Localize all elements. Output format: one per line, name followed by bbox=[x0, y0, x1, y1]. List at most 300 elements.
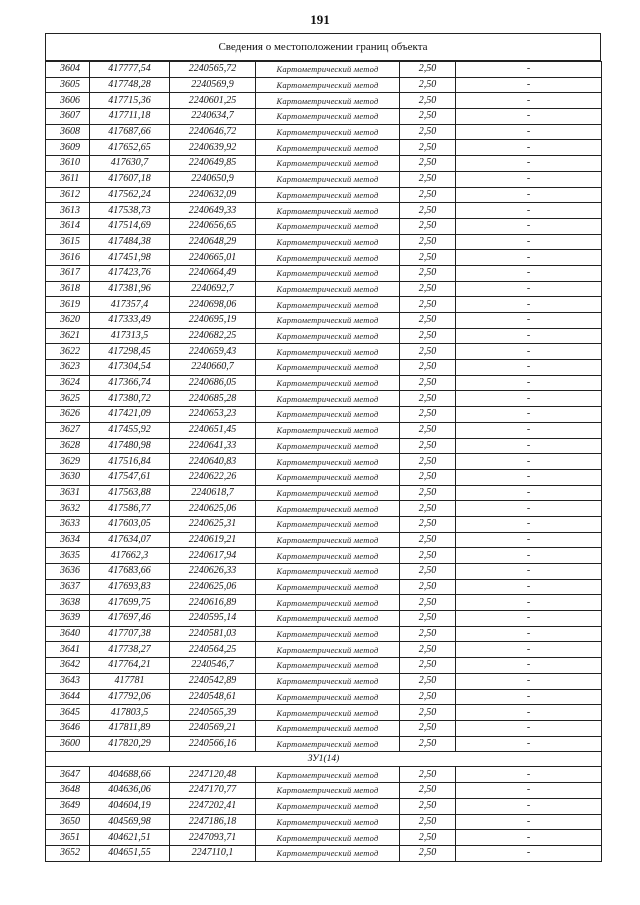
accuracy-cell: 2,50 bbox=[400, 611, 456, 627]
accuracy-cell: 2,50 bbox=[400, 736, 456, 752]
accuracy-cell: 2,50 bbox=[400, 407, 456, 423]
y-coordinate-cell: 2240619,21 bbox=[170, 532, 256, 548]
method-cell: Картометрический метод bbox=[256, 407, 400, 423]
point-id-cell: 3646 bbox=[46, 720, 90, 736]
table-row bbox=[46, 375, 602, 391]
accuracy-cell: 2,50 bbox=[400, 845, 456, 861]
table-row bbox=[46, 720, 602, 736]
table-row bbox=[46, 171, 602, 187]
note-cell: - bbox=[456, 830, 602, 846]
table-row bbox=[46, 689, 602, 705]
note-cell: - bbox=[456, 705, 602, 721]
table-row bbox=[46, 77, 602, 93]
method-cell: Картометрический метод bbox=[256, 109, 400, 125]
method-cell: Картометрический метод bbox=[256, 516, 400, 532]
table-row bbox=[46, 658, 602, 674]
x-coordinate-cell: 417634,07 bbox=[90, 532, 170, 548]
table-row bbox=[46, 579, 602, 595]
point-id-cell: 3626 bbox=[46, 407, 90, 423]
note-cell: - bbox=[456, 360, 602, 376]
point-id-cell: 3607 bbox=[46, 109, 90, 125]
method-cell: Картометрический метод bbox=[256, 611, 400, 627]
point-id-cell: 3648 bbox=[46, 783, 90, 799]
x-coordinate-cell: 417381,96 bbox=[90, 281, 170, 297]
method-cell: Картометрический метод bbox=[256, 375, 400, 391]
method-cell: Картометрический метод bbox=[256, 579, 400, 595]
note-cell: - bbox=[456, 736, 602, 752]
point-id-cell: 3608 bbox=[46, 124, 90, 140]
x-coordinate-cell: 417707,38 bbox=[90, 626, 170, 642]
method-cell: Картометрический метод bbox=[256, 767, 400, 783]
accuracy-cell: 2,50 bbox=[400, 203, 456, 219]
y-coordinate-cell: 2240649,33 bbox=[170, 203, 256, 219]
x-coordinate-cell: 417764,21 bbox=[90, 658, 170, 674]
x-coordinate-cell: 417748,28 bbox=[90, 77, 170, 93]
note-cell: - bbox=[456, 626, 602, 642]
accuracy-cell: 2,50 bbox=[400, 124, 456, 140]
x-coordinate-cell: 417820,29 bbox=[90, 736, 170, 752]
table-row bbox=[46, 845, 602, 861]
method-cell: Картометрический метод bbox=[256, 281, 400, 297]
y-coordinate-cell: 2247186,18 bbox=[170, 814, 256, 830]
method-cell: Картометрический метод bbox=[256, 548, 400, 564]
y-coordinate-cell: 2240639,92 bbox=[170, 140, 256, 156]
accuracy-cell: 2,50 bbox=[400, 391, 456, 407]
note-cell: - bbox=[456, 297, 602, 313]
table-row bbox=[46, 501, 602, 517]
point-id-cell: 3625 bbox=[46, 391, 90, 407]
table-row bbox=[46, 548, 602, 564]
note-cell: - bbox=[456, 265, 602, 281]
accuracy-cell: 2,50 bbox=[400, 767, 456, 783]
section-row-group bbox=[46, 752, 602, 767]
x-coordinate-cell: 417603,05 bbox=[90, 516, 170, 532]
y-coordinate-cell: 2240656,65 bbox=[170, 218, 256, 234]
x-coordinate-cell: 417380,72 bbox=[90, 391, 170, 407]
point-id-cell: 3621 bbox=[46, 328, 90, 344]
note-cell: - bbox=[456, 77, 602, 93]
x-coordinate-cell: 417792,06 bbox=[90, 689, 170, 705]
x-coordinate-cell: 404688,66 bbox=[90, 767, 170, 783]
accuracy-cell: 2,50 bbox=[400, 438, 456, 454]
point-id-cell: 3643 bbox=[46, 673, 90, 689]
y-coordinate-cell: 2240625,06 bbox=[170, 579, 256, 595]
table-row bbox=[46, 673, 602, 689]
point-id-cell: 3639 bbox=[46, 611, 90, 627]
table-row bbox=[46, 360, 602, 376]
point-id-cell: 3652 bbox=[46, 845, 90, 861]
method-cell: Картометрический метод bbox=[256, 313, 400, 329]
accuracy-cell: 2,50 bbox=[400, 689, 456, 705]
x-coordinate-cell: 417781 bbox=[90, 673, 170, 689]
method-cell: Картометрический метод bbox=[256, 564, 400, 580]
note-cell: - bbox=[456, 328, 602, 344]
note-cell: - bbox=[456, 673, 602, 689]
method-cell: Картометрический метод bbox=[256, 485, 400, 501]
x-coordinate-cell: 404651,55 bbox=[90, 845, 170, 861]
x-coordinate-cell: 404604,19 bbox=[90, 798, 170, 814]
point-id-cell: 3636 bbox=[46, 564, 90, 580]
method-cell: Картометрический метод bbox=[256, 187, 400, 203]
method-cell: Картометрический метод bbox=[256, 203, 400, 219]
point-id-cell: 3605 bbox=[46, 77, 90, 93]
y-coordinate-cell: 2240618,7 bbox=[170, 485, 256, 501]
table-row bbox=[46, 156, 602, 172]
method-cell: Картометрический метод bbox=[256, 422, 400, 438]
x-coordinate-cell: 417451,98 bbox=[90, 250, 170, 266]
table-title: Сведения о местоположении границ объекта bbox=[45, 33, 601, 61]
note-cell: - bbox=[456, 516, 602, 532]
method-cell: Картометрический метод bbox=[256, 171, 400, 187]
x-coordinate-cell: 417333,49 bbox=[90, 313, 170, 329]
y-coordinate-cell: 2240625,06 bbox=[170, 501, 256, 517]
y-coordinate-cell: 2240565,72 bbox=[170, 62, 256, 78]
note-cell: - bbox=[456, 485, 602, 501]
y-coordinate-cell: 2240649,85 bbox=[170, 156, 256, 172]
x-coordinate-cell: 417304,54 bbox=[90, 360, 170, 376]
x-coordinate-cell: 417715,36 bbox=[90, 93, 170, 109]
accuracy-cell: 2,50 bbox=[400, 516, 456, 532]
accuracy-cell: 2,50 bbox=[400, 595, 456, 611]
point-id-cell: 3628 bbox=[46, 438, 90, 454]
y-coordinate-cell: 2240569,9 bbox=[170, 77, 256, 93]
y-coordinate-cell: 2240660,7 bbox=[170, 360, 256, 376]
point-id-cell: 3619 bbox=[46, 297, 90, 313]
y-coordinate-cell: 2240659,43 bbox=[170, 344, 256, 360]
accuracy-cell: 2,50 bbox=[400, 454, 456, 470]
note-cell: - bbox=[456, 642, 602, 658]
point-id-cell: 3618 bbox=[46, 281, 90, 297]
point-id-cell: 3638 bbox=[46, 595, 90, 611]
accuracy-cell: 2,50 bbox=[400, 798, 456, 814]
accuracy-cell: 2,50 bbox=[400, 783, 456, 799]
point-id-cell: 3651 bbox=[46, 830, 90, 846]
x-coordinate-cell: 417697,46 bbox=[90, 611, 170, 627]
y-coordinate-cell: 2240651,45 bbox=[170, 422, 256, 438]
table-row bbox=[46, 830, 602, 846]
accuracy-cell: 2,50 bbox=[400, 328, 456, 344]
method-cell: Картометрический метод bbox=[256, 736, 400, 752]
point-id-cell: 3635 bbox=[46, 548, 90, 564]
method-cell: Картометрический метод bbox=[256, 469, 400, 485]
table-row bbox=[46, 798, 602, 814]
table-body-part-b bbox=[46, 767, 602, 861]
y-coordinate-cell: 2240564,25 bbox=[170, 642, 256, 658]
x-coordinate-cell: 417484,38 bbox=[90, 234, 170, 250]
table-row bbox=[46, 626, 602, 642]
table-row bbox=[46, 516, 602, 532]
table-row bbox=[46, 783, 602, 799]
table-row bbox=[46, 140, 602, 156]
x-coordinate-cell: 417803,5 bbox=[90, 705, 170, 721]
method-cell: Картометрический метод bbox=[256, 328, 400, 344]
point-id-cell: 3650 bbox=[46, 814, 90, 830]
note-cell: - bbox=[456, 579, 602, 595]
point-id-cell: 3634 bbox=[46, 532, 90, 548]
accuracy-cell: 2,50 bbox=[400, 265, 456, 281]
point-id-cell: 3606 bbox=[46, 93, 90, 109]
accuracy-cell: 2,50 bbox=[400, 532, 456, 548]
accuracy-cell: 2,50 bbox=[400, 360, 456, 376]
note-cell: - bbox=[456, 658, 602, 674]
method-cell: Картометрический метод bbox=[256, 234, 400, 250]
y-coordinate-cell: 2247170,77 bbox=[170, 783, 256, 799]
point-id-cell: 3620 bbox=[46, 313, 90, 329]
table-row bbox=[46, 328, 602, 344]
method-cell: Картометрический метод bbox=[256, 93, 400, 109]
accuracy-cell: 2,50 bbox=[400, 93, 456, 109]
method-cell: Картометрический метод bbox=[256, 501, 400, 517]
boundary-sheet bbox=[45, 33, 601, 862]
x-coordinate-cell: 417423,76 bbox=[90, 265, 170, 281]
table-row bbox=[46, 469, 602, 485]
table-row bbox=[46, 485, 602, 501]
method-cell: Картометрический метод bbox=[256, 344, 400, 360]
x-coordinate-cell: 404636,06 bbox=[90, 783, 170, 799]
method-cell: Картометрический метод bbox=[256, 642, 400, 658]
table-row bbox=[46, 407, 602, 423]
x-coordinate-cell: 417455,92 bbox=[90, 422, 170, 438]
point-id-cell: 3641 bbox=[46, 642, 90, 658]
point-id-cell: 3640 bbox=[46, 626, 90, 642]
note-cell: - bbox=[456, 218, 602, 234]
x-coordinate-cell: 417547,61 bbox=[90, 469, 170, 485]
point-id-cell: 3622 bbox=[46, 344, 90, 360]
note-cell: - bbox=[456, 187, 602, 203]
y-coordinate-cell: 2240569,21 bbox=[170, 720, 256, 736]
note-cell: - bbox=[456, 234, 602, 250]
accuracy-cell: 2,50 bbox=[400, 469, 456, 485]
note-cell: - bbox=[456, 469, 602, 485]
point-id-cell: 3637 bbox=[46, 579, 90, 595]
point-id-cell: 3615 bbox=[46, 234, 90, 250]
x-coordinate-cell: 417516,84 bbox=[90, 454, 170, 470]
note-cell: - bbox=[456, 689, 602, 705]
accuracy-cell: 2,50 bbox=[400, 422, 456, 438]
accuracy-cell: 2,50 bbox=[400, 720, 456, 736]
accuracy-cell: 2,50 bbox=[400, 140, 456, 156]
table-row bbox=[46, 736, 602, 752]
accuracy-cell: 2,50 bbox=[400, 375, 456, 391]
table-row bbox=[46, 187, 602, 203]
x-coordinate-cell: 417652,65 bbox=[90, 140, 170, 156]
table-row bbox=[46, 767, 602, 783]
note-cell: - bbox=[456, 548, 602, 564]
y-coordinate-cell: 2240682,25 bbox=[170, 328, 256, 344]
table-row bbox=[46, 391, 602, 407]
table-row bbox=[46, 454, 602, 470]
note-cell: - bbox=[456, 767, 602, 783]
accuracy-cell: 2,50 bbox=[400, 642, 456, 658]
point-id-cell: 3623 bbox=[46, 360, 90, 376]
accuracy-cell: 2,50 bbox=[400, 705, 456, 721]
x-coordinate-cell: 417298,45 bbox=[90, 344, 170, 360]
point-id-cell: 3649 bbox=[46, 798, 90, 814]
note-cell: - bbox=[456, 814, 602, 830]
table-row bbox=[46, 313, 602, 329]
method-cell: Картометрический метод bbox=[256, 705, 400, 721]
point-id-cell: 3613 bbox=[46, 203, 90, 219]
method-cell: Картометрический метод bbox=[256, 297, 400, 313]
note-cell: - bbox=[456, 720, 602, 736]
table-row bbox=[46, 532, 602, 548]
accuracy-cell: 2,50 bbox=[400, 344, 456, 360]
accuracy-cell: 2,50 bbox=[400, 156, 456, 172]
y-coordinate-cell: 2247202,41 bbox=[170, 798, 256, 814]
accuracy-cell: 2,50 bbox=[400, 171, 456, 187]
table-row bbox=[46, 814, 602, 830]
accuracy-cell: 2,50 bbox=[400, 281, 456, 297]
note-cell: - bbox=[456, 422, 602, 438]
accuracy-cell: 2,50 bbox=[400, 313, 456, 329]
y-coordinate-cell: 2240665,01 bbox=[170, 250, 256, 266]
method-cell: Картометрический метод bbox=[256, 391, 400, 407]
x-coordinate-cell: 417662,3 bbox=[90, 548, 170, 564]
note-cell: - bbox=[456, 454, 602, 470]
point-id-cell: 3616 bbox=[46, 250, 90, 266]
method-cell: Картометрический метод bbox=[256, 814, 400, 830]
note-cell: - bbox=[456, 93, 602, 109]
note-cell: - bbox=[456, 171, 602, 187]
accuracy-cell: 2,50 bbox=[400, 673, 456, 689]
x-coordinate-cell: 404569,98 bbox=[90, 814, 170, 830]
note-cell: - bbox=[456, 344, 602, 360]
x-coordinate-cell: 417738,27 bbox=[90, 642, 170, 658]
y-coordinate-cell: 2240542,89 bbox=[170, 673, 256, 689]
point-id-cell: 3609 bbox=[46, 140, 90, 156]
y-coordinate-cell: 2240581,03 bbox=[170, 626, 256, 642]
note-cell: - bbox=[456, 783, 602, 799]
method-cell: Картометрический метод bbox=[256, 438, 400, 454]
note-cell: - bbox=[456, 156, 602, 172]
point-id-cell: 3617 bbox=[46, 265, 90, 281]
y-coordinate-cell: 2240641,33 bbox=[170, 438, 256, 454]
y-coordinate-cell: 2240685,28 bbox=[170, 391, 256, 407]
note-cell: - bbox=[456, 798, 602, 814]
accuracy-cell: 2,50 bbox=[400, 814, 456, 830]
point-id-cell: 3610 bbox=[46, 156, 90, 172]
method-cell: Картометрический метод bbox=[256, 77, 400, 93]
x-coordinate-cell: 417693,83 bbox=[90, 579, 170, 595]
note-cell: - bbox=[456, 109, 602, 125]
accuracy-cell: 2,50 bbox=[400, 579, 456, 595]
accuracy-cell: 2,50 bbox=[400, 548, 456, 564]
table-row bbox=[46, 344, 602, 360]
table-row bbox=[46, 218, 602, 234]
accuracy-cell: 2,50 bbox=[400, 187, 456, 203]
x-coordinate-cell: 417687,66 bbox=[90, 124, 170, 140]
method-cell: Картометрический метод bbox=[256, 124, 400, 140]
accuracy-cell: 2,50 bbox=[400, 77, 456, 93]
y-coordinate-cell: 2240640,83 bbox=[170, 454, 256, 470]
point-id-cell: 3604 bbox=[46, 62, 90, 78]
x-coordinate-cell: 417586,77 bbox=[90, 501, 170, 517]
y-coordinate-cell: 2240695,19 bbox=[170, 313, 256, 329]
accuracy-cell: 2,50 bbox=[400, 626, 456, 642]
point-id-cell: 3614 bbox=[46, 218, 90, 234]
method-cell: Картометрический метод bbox=[256, 783, 400, 799]
y-coordinate-cell: 2240646,72 bbox=[170, 124, 256, 140]
x-coordinate-cell: 417357,4 bbox=[90, 297, 170, 313]
note-cell: - bbox=[456, 611, 602, 627]
x-coordinate-cell: 417777,54 bbox=[90, 62, 170, 78]
y-coordinate-cell: 2240566,16 bbox=[170, 736, 256, 752]
y-coordinate-cell: 2240626,33 bbox=[170, 564, 256, 580]
y-coordinate-cell: 2240617,94 bbox=[170, 548, 256, 564]
note-cell: - bbox=[456, 140, 602, 156]
section-row bbox=[46, 752, 602, 767]
y-coordinate-cell: 2240686,05 bbox=[170, 375, 256, 391]
accuracy-cell: 2,50 bbox=[400, 658, 456, 674]
x-coordinate-cell: 417607,18 bbox=[90, 171, 170, 187]
method-cell: Картометрический метод bbox=[256, 658, 400, 674]
table-row bbox=[46, 422, 602, 438]
y-coordinate-cell: 2240565,39 bbox=[170, 705, 256, 721]
accuracy-cell: 2,50 bbox=[400, 234, 456, 250]
x-coordinate-cell: 404621,51 bbox=[90, 830, 170, 846]
y-coordinate-cell: 2240664,49 bbox=[170, 265, 256, 281]
x-coordinate-cell: 417563,88 bbox=[90, 485, 170, 501]
x-coordinate-cell: 417480,98 bbox=[90, 438, 170, 454]
method-cell: Картометрический метод bbox=[256, 830, 400, 846]
table-row bbox=[46, 611, 602, 627]
point-id-cell: 3600 bbox=[46, 736, 90, 752]
method-cell: Картометрический метод bbox=[256, 265, 400, 281]
note-cell: - bbox=[456, 438, 602, 454]
method-cell: Картометрический метод bbox=[256, 626, 400, 642]
method-cell: Картометрический метод bbox=[256, 532, 400, 548]
table-body-part-a bbox=[46, 62, 602, 752]
y-coordinate-cell: 2240622,26 bbox=[170, 469, 256, 485]
point-id-cell: 3612 bbox=[46, 187, 90, 203]
y-coordinate-cell: 2240632,09 bbox=[170, 187, 256, 203]
x-coordinate-cell: 417366,74 bbox=[90, 375, 170, 391]
y-coordinate-cell: 2240546,7 bbox=[170, 658, 256, 674]
table-row bbox=[46, 281, 602, 297]
x-coordinate-cell: 417514,69 bbox=[90, 218, 170, 234]
x-coordinate-cell: 417699,75 bbox=[90, 595, 170, 611]
table-row bbox=[46, 109, 602, 125]
note-cell: - bbox=[456, 124, 602, 140]
method-cell: Картометрический метод bbox=[256, 156, 400, 172]
y-coordinate-cell: 2247093,71 bbox=[170, 830, 256, 846]
note-cell: - bbox=[456, 501, 602, 517]
note-cell: - bbox=[456, 595, 602, 611]
note-cell: - bbox=[456, 407, 602, 423]
note-cell: - bbox=[456, 281, 602, 297]
method-cell: Картометрический метод bbox=[256, 673, 400, 689]
note-cell: - bbox=[456, 845, 602, 861]
accuracy-cell: 2,50 bbox=[400, 485, 456, 501]
method-cell: Картометрический метод bbox=[256, 140, 400, 156]
point-id-cell: 3624 bbox=[46, 375, 90, 391]
point-id-cell: 3627 bbox=[46, 422, 90, 438]
section-label: ЗУ1(14) bbox=[46, 752, 602, 767]
table-row bbox=[46, 595, 602, 611]
x-coordinate-cell: 417421,09 bbox=[90, 407, 170, 423]
accuracy-cell: 2,50 bbox=[400, 830, 456, 846]
method-cell: Картометрический метод bbox=[256, 454, 400, 470]
page-number: 191 bbox=[310, 12, 330, 27]
point-id-cell: 3631 bbox=[46, 485, 90, 501]
table-row bbox=[46, 297, 602, 313]
y-coordinate-cell: 2240692,7 bbox=[170, 281, 256, 297]
point-id-cell: 3629 bbox=[46, 454, 90, 470]
y-coordinate-cell: 2247120,48 bbox=[170, 767, 256, 783]
table-row bbox=[46, 438, 602, 454]
x-coordinate-cell: 417630,7 bbox=[90, 156, 170, 172]
table-row bbox=[46, 93, 602, 109]
